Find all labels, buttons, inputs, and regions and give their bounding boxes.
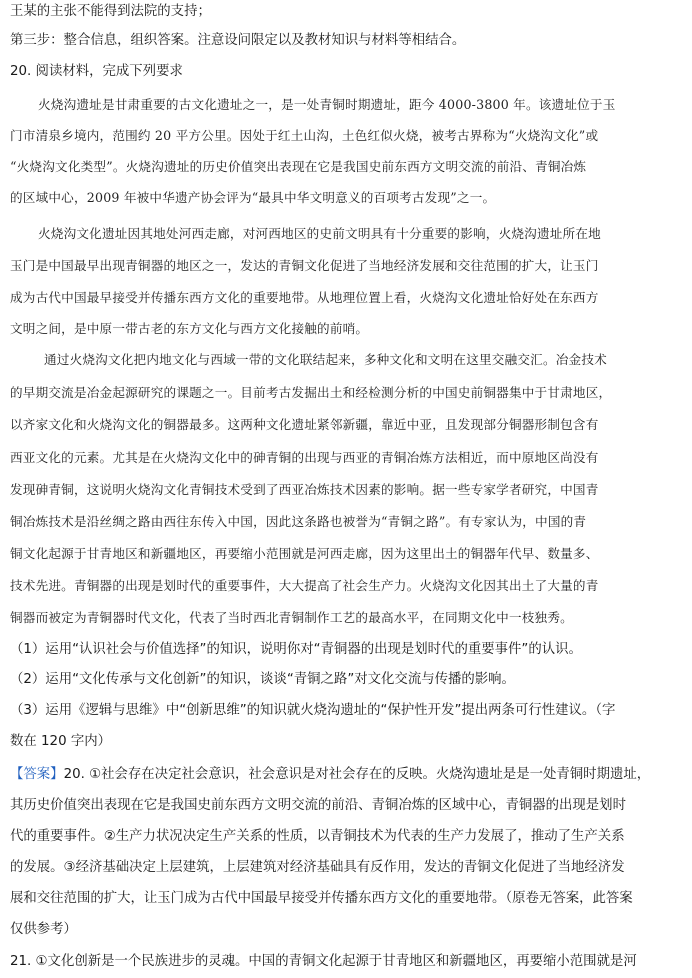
passage-line: 的早期交流是冶金起源研究的课题之一。目前考古发掘出土和经检测分析的中国史前铜器集中于甘肃地区， [10, 385, 612, 400]
intro-line-1: 王某的主张不能得到法院的支持； [10, 4, 211, 19]
answer-line: 的发展。③经济基础决定上层建筑，上层建筑对经济基础具有反作用，发达的青铜文化促进了当地经济发 [10, 860, 625, 875]
passage-line: 技术先进。青铜器的出现是划时代的重要事件，大大提高了社会生产力。火烧沟文化因其出土了大量的青 [10, 578, 599, 593]
passage-line: 通过火烧沟文化把内地文化与西域一带的文化联结起来，多种文化和文明在这里交融交汇。冶金技术 [44, 352, 607, 367]
answer-line: 展和交往范围的扩大，让玉门成为古代中国最早接受并传播东西方文化的重要地带。（原卷无答案，此答案 [10, 891, 633, 906]
passage-line: 玉门是中国最早出现青铜器的地区之一，发达的青铜文化促进了当地经济发展和交往范围的扩大，让玉门 [10, 258, 599, 273]
question-heading: 20. 阅读材料，完成下列要求 [10, 64, 183, 79]
answer-first-line [10, 765, 650, 785]
passage-line: 文明之间，是中原一带古老的东方文化与西方文化接触的前哨。 [10, 321, 369, 336]
intro-line-2: 第三步：整合信息，组织答案。注意设问限定以及教材知识与材料等相结合。 [10, 33, 466, 48]
answer-line: 仅供参考） [10, 922, 77, 937]
sub-question-1: （1）运用“认识社会与价值选择”的知识，说明你对“青铜器的出现是划时代的重要事件”的认识。 [10, 642, 582, 657]
answer-line: 21. ①文化创新是一个民族进步的灵魂。中国的青铜文化起源于甘青地区和新疆地区，再要缩小范围就是河 [10, 954, 637, 969]
passage-line: 以齐家文化和火烧沟文化的铜器最多。这两种文化遗址紧邻新疆，靠近中亚，且发现部分铜器形制包含有 [10, 417, 599, 432]
passage-line: 火烧沟文化遗址因其地处河西走廊，对河西地区的史前文明具有十分重要的影响，火烧沟遗址所在地 [38, 226, 601, 241]
passage-line: 西亚文化的元素。尤其是在火烧沟文化中的砷青铜的出现与西亚的青铜冶炼方法相近，而中原地区尚没有 [10, 450, 599, 465]
passage-line: 的区域中心，2009 年被中华遗产协会评为“最具中华文明意义的百项考古发现”之一。 [10, 190, 496, 205]
passage-line: “火烧沟文化类型”。火烧沟遗址的历史价值突出表现在它是我国史前东西方文明交流的前沿、青铜冶炼 [10, 159, 587, 174]
passage-line: 铜文化起源于甘青地区和新疆地区，再要缩小范围就是河西走廊，因为这里出土的铜器年代早、数量多、 [10, 546, 599, 561]
sub-question-2: （2）运用“文化传承与文化创新”的知识，谈谈“青铜之路”对文化交流与传播的影响。 [10, 672, 515, 687]
passage-line: 成为古代中国最早接受并传播东西方文化的重要地带。从地理位置上看，火烧沟文化遗址恰好处在东西方 [10, 290, 599, 305]
passage-line: 发现砷青铜，这说明火烧沟文化青铜技术受到了西亚冶炼技术因素的影响。据一些专家学者研究，中国青 [10, 482, 599, 497]
passage-line: 铜冶炼技术是沿丝绸之路由西往东传入中国，因此这条路也被誉为“青铜之路”。有专家认为，中国的青 [10, 514, 587, 529]
answer-tag: 【答案】 [10, 767, 64, 782]
answer-line: 其历史价值突出表现在它是我国史前东西方文明交流的前沿、青铜冶炼的区域中心，青铜器的出现是划时 [10, 798, 626, 813]
sub-question-3: （3）运用《逻辑与思维》中“创新思维”的知识就火烧沟遗址的“保护性开发”提出两条可行性建议。（字 [10, 703, 616, 718]
passage-line: 铜器而被定为青铜器时代文化，代表了当时西北青铜制作工艺的最高水平，在同期文化中一枝独秀。 [10, 610, 573, 625]
passage-line: 火烧沟遗址是甘肃重要的古文化遗址之一，是一处青铜时期遗址，距今 4000-3800 年。该遗址位于玉 [38, 97, 616, 112]
answer-line: 代的重要事件。②生产力状况决定生产关系的性质，以青铜技术为代表的生产力发展了，推动了生产关系 [10, 829, 625, 844]
sub-question-3-cont: 数在 120 字内） [10, 734, 112, 749]
passage-line: 门市清泉乡境内，范围约 20 平方公里。因处于红土山沟，土色红似火烧，被考古界称为“火烧沟文化”或 [10, 128, 599, 143]
answer-text: 20. ①社会存在决定社会意识，社会意识是对社会存在的反映。火烧沟遗址是是一处青铜时期遗址， [63, 767, 651, 782]
